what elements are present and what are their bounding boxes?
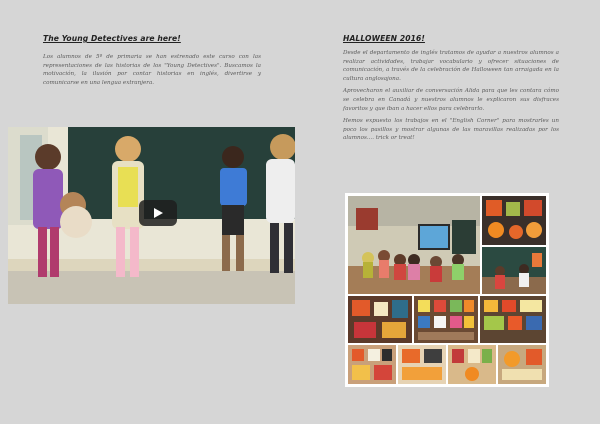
collage-photo-classroom (348, 196, 480, 294)
collage-photo-wall-4 (498, 345, 546, 384)
young-detectives-paragraph: Los alumnos de 5º de primaria se han estrenado este curso con las representaciones de las historias de los "Young Detectives". Buscamos la motivación, la ilusión por contar historias en inglés, divertirse y comunicarse en una lengua extranjera. (43, 54, 261, 86)
video-player[interactable] (8, 127, 295, 304)
collage-photo-posters-2 (414, 296, 478, 343)
collage-photo-room (482, 247, 546, 294)
halloween-paragraph-3: Hemos expuesto los trabajos en el "English Corner" para mostrarles un poco los pasillos y mostrar algunas de las maravillas realizadas por los alumnos.... trick or treat! (343, 118, 559, 142)
halloween-paragraph-2: Aprovecharon el auxiliar de conversación Alida para que les contara cómo se celebra en Canadá y nuestros alumnos le explicaron sus disfraces favoritos y que iban a hacer ellos para celebrarlo. (343, 88, 559, 112)
halloween-section (343, 34, 559, 143)
collage-photo-pumpkins (482, 196, 546, 245)
halloween-paragraph-1: Desde el departamento de inglés tratamos de ayudar a nuestros alumnos a realizar actividades, trabajar vocabulario y ofrecer situaciones de comunicación, a través de la celebración de Halloween tan arraigada en la cultura anglosajona. (343, 50, 559, 82)
young-detectives-section (43, 34, 261, 87)
collage-photo-posters-3 (480, 296, 546, 343)
collage-photo-wall-1 (348, 345, 396, 384)
play-button[interactable] (139, 200, 177, 226)
halloween-heading: HALLOWEEN 2016! (343, 34, 425, 43)
collage-photo-wall-3 (448, 345, 496, 384)
halloween-photo-collage (345, 193, 549, 387)
collage-photo-wall-2 (398, 345, 446, 384)
collage-photo-posters-1 (348, 296, 412, 343)
young-detectives-heading: The Young Detectives are here! (43, 34, 181, 43)
play-icon (152, 207, 164, 219)
